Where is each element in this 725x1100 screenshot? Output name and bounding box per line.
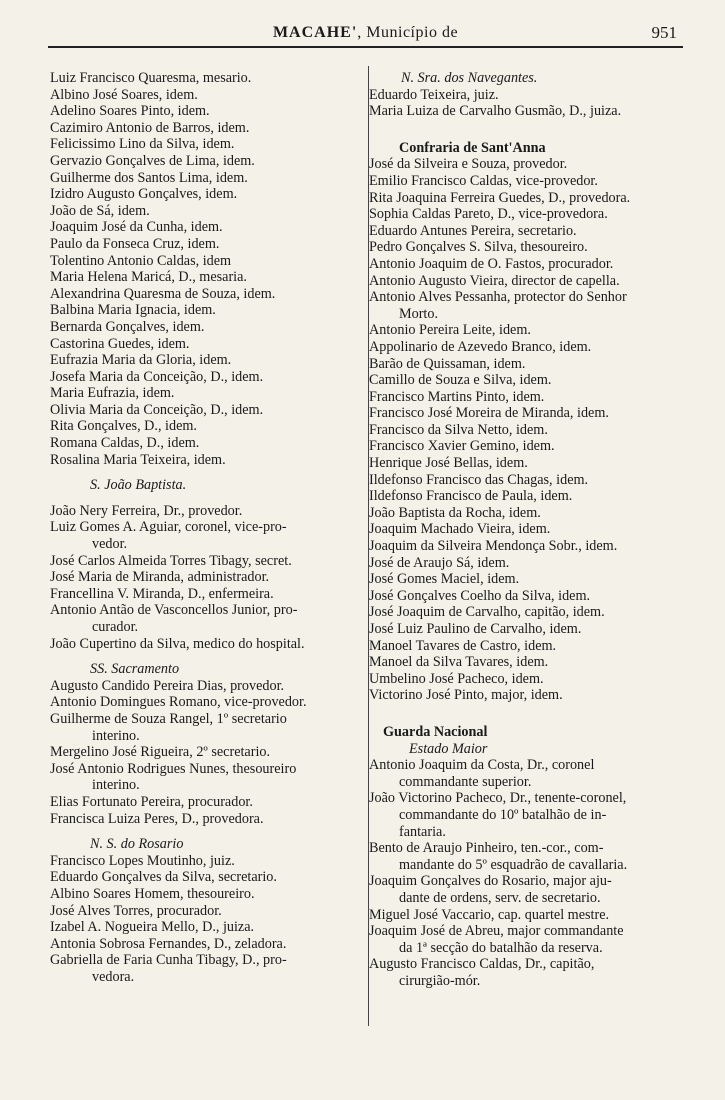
sao-joao-baptista-list [50, 503, 368, 652]
list-item: José Carlos Almeida Torres Tibagy, secret. [50, 552, 292, 569]
list-item: Umbelino José Pacheco, idem. [369, 670, 544, 687]
list-item-continuation: interino. [92, 727, 140, 744]
list-item: Francisco Xavier Gemino, idem. [369, 438, 555, 455]
list-item: Eduardo Teixeira, juiz. [369, 86, 499, 103]
list-item: Francisco Lopes Moutinho, juiz. [50, 852, 235, 869]
list-item: Eduardo Antunes Pereira, secretario. [369, 222, 577, 239]
list-item: Luiz Francisco Quaresma, mesario. [50, 70, 252, 86]
list-item: Augusto Candido Pereira Dias, provedor. [50, 677, 285, 694]
list-item: Izabel A. Nogueira Mello, D., juiza. [50, 919, 255, 936]
list-item: Manoel Tavares de Castro, idem. [369, 637, 557, 654]
list-item: João Baptista da Rocha, idem. [369, 504, 541, 521]
right-column [369, 70, 689, 989]
page-number: 951 [651, 23, 677, 42]
list-item: Alexandrina Quaresma de Souza, idem. [50, 285, 276, 302]
list-item: Josefa Maria da Conceição, D., idem. [50, 368, 264, 385]
list-item: Francisco José Moreira de Miranda, idem. [369, 405, 609, 422]
list-item: Castorina Guedes, idem. [50, 335, 190, 352]
list-item: Francisco Martins Pinto, idem. [369, 388, 545, 405]
running-title-rest: , Município de [357, 24, 459, 41]
section-heading-ns-do-rosario: N. S. do Rosario [90, 836, 184, 853]
list-item: Ildefonso Francisco de Paula, idem. [369, 488, 573, 505]
list-item: Antonio Domingues Romano, vice-provedor. [50, 694, 307, 711]
list-item: Albino José Soares, idem. [50, 86, 198, 103]
list-item: Sophia Caldas Pareto, D., vice-provedora. [369, 206, 608, 223]
list-item: Rita Gonçalves, D., idem. [50, 418, 197, 435]
list-item: José Antonio Rodrigues Nunes, thesoureiro [50, 760, 297, 777]
list-item: Eufrazia Maria da Gloria, idem. [50, 352, 232, 369]
list-item-continuation: dante de ordens, serv. de secretario. [399, 889, 601, 906]
list-item: Maria Helena Maricá, D., mesaria. [50, 269, 247, 286]
ss-sacramento-list [50, 678, 368, 827]
list-item: Cazimiro Antonio de Barros, idem. [50, 119, 250, 136]
list-item: Victorino José Pinto, major, idem. [369, 687, 563, 704]
list-item: Joaquim Machado Vieira, idem. [369, 521, 551, 538]
list-item: Tolentino Antonio Caldas, idem [50, 252, 232, 269]
list-item: João Nery Ferreira, Dr., provedor. [50, 502, 243, 519]
list-item: Bernarda Gonçalves, idem. [50, 318, 205, 335]
list-item: Gervazio Gonçalves de Lima, idem. [50, 152, 255, 169]
list-item: Izidro Augusto Gonçalves, idem. [50, 186, 238, 203]
section-heading-sao-joao-baptista: S. João Baptista. [90, 477, 187, 494]
list-item-continuation: cirurgião-mór. [399, 972, 481, 989]
list-item: Antonio Alves Pessanha, protector do Senhor [369, 289, 627, 306]
list-item: Luiz Gomes A. Aguiar, coronel, vice-pro- [50, 519, 287, 536]
list-item: Paulo da Fonseca Cruz, idem. [50, 235, 220, 252]
list-item-continuation: vedor. [92, 536, 128, 553]
list-item: João de Sá, idem. [50, 202, 150, 219]
list-item: Ildefonso Francisco das Chagas, idem. [369, 471, 589, 488]
list-item-continuation: commandante do 10º batalhão de in- [399, 806, 607, 823]
list-item: Mergelino José Rigueira, 2º secretario. [50, 744, 271, 761]
list-item-continuation: vedora. [92, 968, 135, 985]
list-item: Eduardo Gonçalves da Silva, secretario. [50, 869, 277, 886]
list-item: Balbina Maria Ignacia, idem. [50, 302, 216, 319]
list-item: José Luiz Paulino de Carvalho, idem. [369, 621, 582, 637]
list-item: Rita Joaquina Ferreira Guedes, D., provedora. [369, 189, 631, 206]
list-item: Francisco da Silva Netto, idem. [369, 421, 548, 438]
section-heading-confraria-santanna: Confraria de Sant'Anna [399, 139, 546, 156]
running-title-place: MACAHE' [272, 24, 358, 41]
list-item-continuation: Morto. [399, 305, 439, 322]
list-item: Guilherme dos Santos Lima, idem. [50, 169, 248, 186]
confraria-santanna-list [369, 156, 689, 704]
list-item-continuation: curador. [92, 619, 139, 635]
list-item: José Alves Torres, procurador. [50, 902, 222, 919]
list-item: Joaquim Gonçalves do Rosario, major aju- [369, 873, 612, 890]
list-item: Francisca Luiza Peres, D., provedora. [50, 810, 264, 827]
running-title [48, 24, 683, 42]
list-item: Joaquim da Silveira Mendonça Sobr., idem. [369, 538, 618, 555]
list-item: Augusto Francisco Caldas, Dr., capitão, [369, 956, 595, 973]
list-item: José Gonçalves Coelho da Silva, idem. [369, 587, 591, 604]
list-item: João Victorino Pacheco, Dr., tenente-coronel, [369, 790, 627, 807]
guarda-nacional-list [369, 757, 689, 989]
list-item: Manoel da Silva Tavares, idem. [369, 654, 549, 671]
list-item: José Gomes Maciel, idem. [369, 571, 520, 588]
list-item: Barão de Quissaman, idem. [369, 355, 526, 372]
list-item: Maria Eufrazia, idem. [50, 385, 175, 402]
list-item: Felicissimo Lino da Silva, idem. [50, 136, 235, 153]
list-item: Guilherme de Souza Rangel, 1º secretario [50, 710, 287, 727]
list-item: Pedro Gonçalves S. Silva, thesoureiro. [369, 239, 588, 256]
list-item-continuation: da 1ª secção do batalhão da reserva. [399, 939, 603, 956]
left-column [50, 70, 368, 985]
list-item: Francellina V. Miranda, D., enfermeira. [50, 585, 274, 602]
list-item: Miguel José Vaccario, cap. quartel mestre. [369, 906, 610, 923]
list-item: José Joaquim de Carvalho, capitão, idem. [369, 604, 605, 621]
ns-do-rosario-list [50, 853, 368, 986]
list-item-continuation: commandante superior. [399, 773, 532, 790]
list-item: Henrique José Bellas, idem. [369, 455, 528, 472]
list-item: Adelino Soares Pinto, idem. [50, 103, 210, 120]
list-item: Gabriella de Faria Cunha Tibagy, D., pro- [50, 952, 287, 969]
list-item: Camillo de Souza e Silva, idem. [369, 372, 552, 389]
list-item: Antonia Sobrosa Fernandes, D., zeladora. [50, 935, 287, 952]
list-item: Appolinario de Azevedo Branco, idem. [369, 338, 592, 355]
list-item: Rosalina Maria Teixeira, idem. [50, 451, 226, 468]
list-item: Antonio Joaquim de O. Fastos, procurador. [369, 255, 614, 272]
list-item: Elias Fortunato Pereira, procurador. [50, 793, 253, 810]
section-heading-guarda-nacional: Guarda Nacional [383, 723, 488, 740]
section-subheading-estado-maior: Estado Maior [409, 740, 488, 757]
list-item: Olivia Maria da Conceição, D., idem. [50, 401, 264, 418]
list-item: João Cupertino da Silva, medico do hospital. [50, 635, 305, 652]
list-item: Emilio Francisco Caldas, vice-provedor. [369, 172, 598, 189]
list-item-continuation: fantaria. [399, 823, 446, 840]
list-item-continuation: mandante do 5º esquadrão de cavallaria. [399, 856, 628, 873]
list-item: José de Araujo Sá, idem. [369, 554, 510, 571]
list-item: Antonio Augusto Vieira, director de capella. [369, 272, 620, 289]
list-item-continuation: interino. [92, 777, 140, 794]
list-item: Antonio Pereira Leite, idem. [369, 322, 531, 339]
section-heading-navegantes: N. Sra. dos Navegantes. [401, 70, 538, 86]
list-item: Joaquim José da Cunha, idem. [50, 219, 223, 236]
list-item: Albino Soares Homem, thesoureiro. [50, 885, 255, 902]
navegantes-list [369, 87, 689, 120]
section-heading-ss-sacramento: SS. Sacramento [90, 661, 180, 678]
list-item: Joaquim José de Abreu, major commandante [369, 923, 624, 940]
list-item: Antonio Antão de Vasconcellos Junior, pro- [50, 602, 298, 619]
list-item: Romana Caldas, D., idem. [50, 435, 200, 452]
list-item: José Maria de Miranda, administrador. [50, 569, 270, 586]
list-item: Bento de Araujo Pinheiro, ten.-cor., com- [369, 840, 604, 857]
list-item: José da Silveira e Souza, provedor. [369, 156, 568, 173]
page-header [48, 22, 683, 48]
list-item: Maria Luiza de Carvalho Gusmão, D., juiza. [369, 103, 622, 120]
mesarios-list [50, 70, 368, 468]
list-item: Antonio Joaquim da Costa, Dr., coronel [369, 757, 595, 774]
